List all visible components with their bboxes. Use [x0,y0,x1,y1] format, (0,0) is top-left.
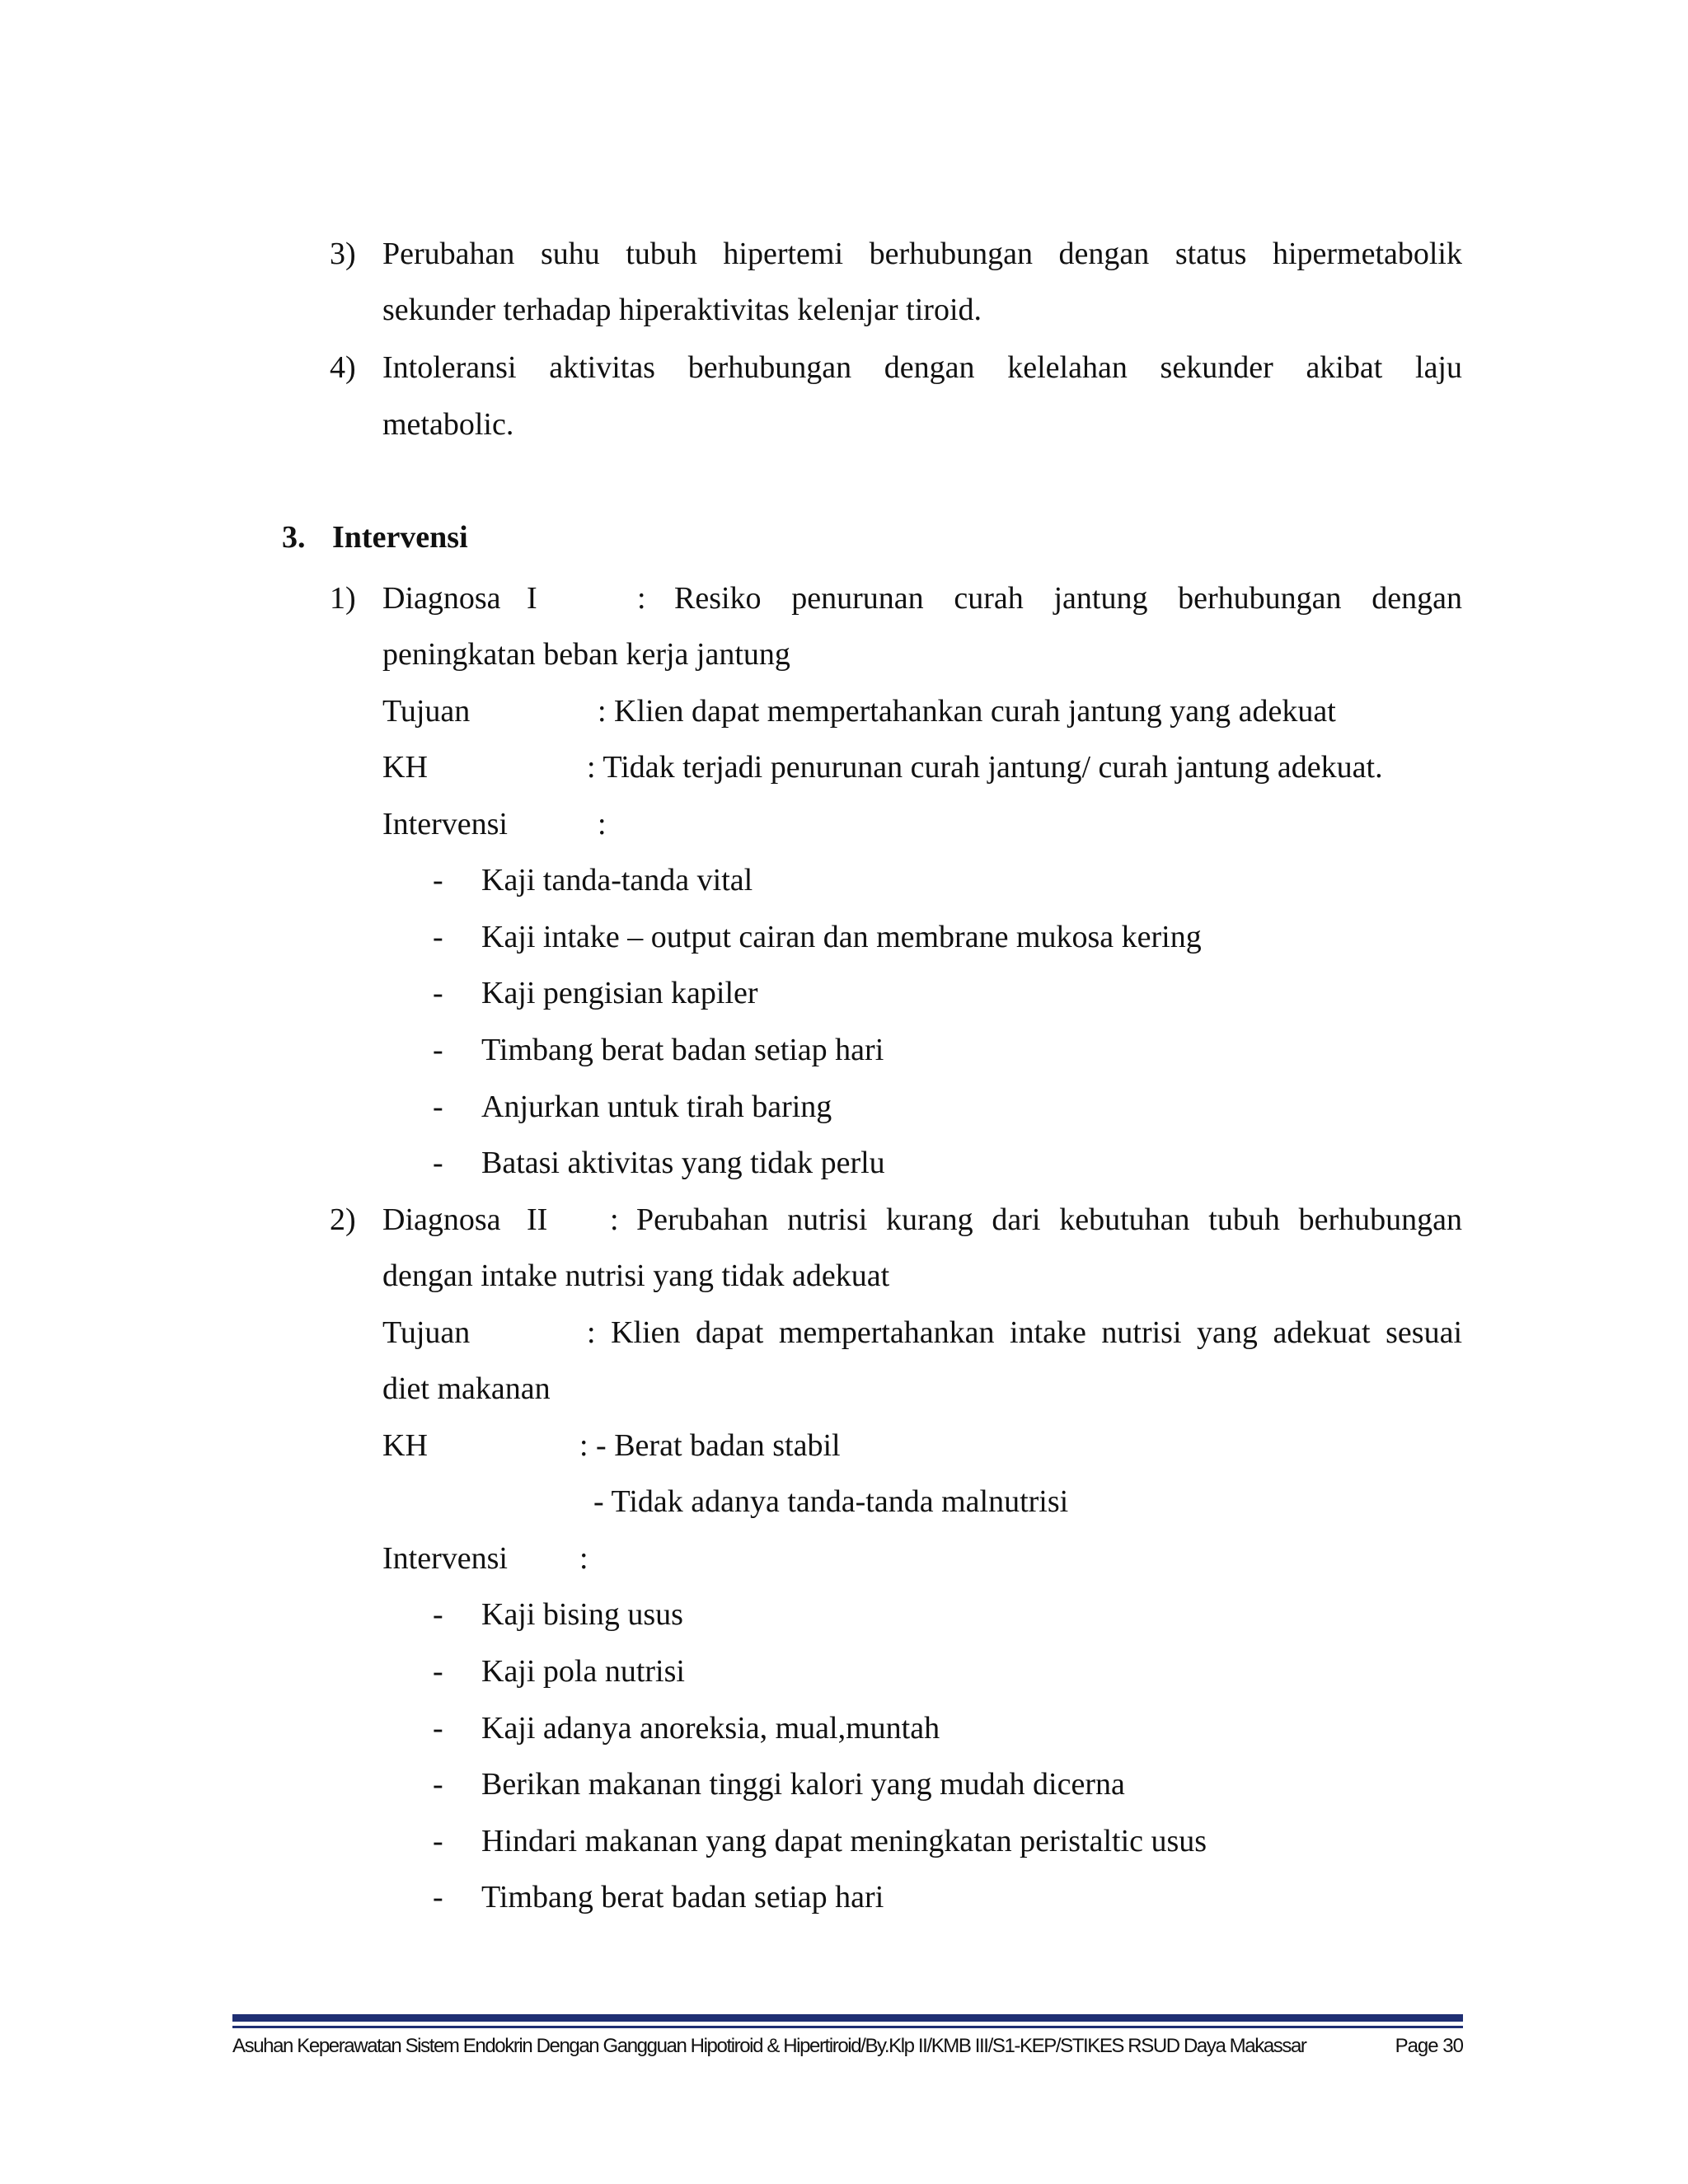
diagnosis-1-bullet: Timbang berat badan setiap hari [481,1033,884,1067]
footer [232,2034,1463,2059]
diagnosis-1-bullet: Batasi aktivitas yang tidak perlu [481,1146,885,1180]
footer-rule-thin [232,2026,1463,2028]
diagnosis-1-kh-label: KH [382,750,428,785]
diagnosis-1-tujuan-label: Tujuan [382,694,471,729]
diagnosis-2-number: 2) [330,1202,356,1237]
diagnosis-1-bullet: Kaji intake – output cairan dan membrane mukosa kering [481,920,1202,954]
diagnosis-2-kh-text-2: - Tidak adanya tanda-tanda malnutrisi [593,1484,1069,1519]
item-4-line-1: Intoleransi aktivitas berhubungan dengan kelelahan sekunder akibat laju [382,350,1462,385]
bullet-dash: - [433,1597,443,1632]
bullet-dash: - [433,1880,443,1915]
bullet-dash: - [433,976,443,1010]
diagnosis-1-tujuan-text: : Klien dapat mempertahankan curah jantung yang adekuat [598,694,1336,729]
diagnosis-2-intervensi-colon: : [579,1541,588,1576]
bullet-dash: - [433,920,443,954]
bullet-dash: - [433,1824,443,1858]
diagnosis-2-bullet: Timbang berat badan setiap hari [481,1880,884,1915]
item-4-line-2: metabolic. [382,407,514,442]
diagnosis-2-kh-label: KH [382,1428,428,1463]
diagnosis-1-intervensi-label: Intervensi [382,807,508,841]
diagnosis-1-colon: : [637,581,646,616]
diagnosis-1-kh-text: : Tidak terjadi penurunan curah jantung/ curah jantung adekuat. [587,750,1383,785]
footer-rule-thick [232,2014,1463,2022]
diagnosis-2-bullet: Kaji adanya anoreksia, mual,muntah [481,1711,940,1746]
item-3-line-2: sekunder terhadap hiperaktivitas kelenjar tiroid. [382,293,982,327]
item-3-number: 3) [330,237,356,271]
bullet-dash: - [433,1033,443,1067]
bullet-dash: - [433,1767,443,1802]
bullet-dash: - [433,1711,443,1746]
diagnosis-2-tujuan-text: : Klien dapat mempertahankan intake nutrisi yang adekuat sesuai [587,1315,1462,1350]
item-4-number: 4) [330,350,356,385]
page-number: Page 30 [1395,2035,1463,2057]
diagnosis-2-bullet: Kaji bising usus [481,1597,683,1632]
diagnosis-2-colon: : [610,1202,619,1237]
diagnosis-1-line-1: Resiko penurunan curah jantung berhubungan dengan [674,581,1462,616]
bullet-dash: - [433,1654,443,1689]
diagnosis-1-bullet: Anjurkan untuk tirah baring [481,1090,832,1124]
diagnosis-1-number: 1) [330,581,356,616]
diagnosis-1-intervensi-colon: : [598,807,607,841]
footer-title: Asuhan Keperawatan Sistem Endokrin Dengan Gangguan Hipotiroid & Hipertiroid/By.Klp II/KMB III/S1-KEP/STIKES RSUD Daya Makassar [232,2035,1306,2057]
diagnosis-2-line-1: Perubahan nutrisi kurang dari kebutuhan tubuh berhubungan [636,1202,1462,1237]
bullet-dash: - [433,1146,443,1180]
diagnosis-1-label: Diagnosa I [382,581,537,616]
diagnosis-2-bullet: Hindari makanan yang dapat meningkatan peristaltic usus [481,1824,1207,1858]
diagnosis-2-kh-text-1: : - Berat badan stabil [579,1428,841,1463]
diagnosis-2-intervensi-label: Intervensi [382,1541,508,1576]
diagnosis-2-bullet: Berikan makanan tinggi kalori yang mudah dicerna [481,1767,1125,1802]
item-3-line-1: Perubahan suhu tubuh hipertemi berhubungan dengan status hipermetabolik [382,237,1462,271]
diagnosis-2-tujuan-label: Tujuan [382,1315,471,1350]
bullet-dash: - [433,1090,443,1124]
diagnosis-2-tujuan-continuation: diet makanan [382,1371,551,1406]
diagnosis-1-line-2: peningkatan beban kerja jantung [382,637,790,672]
bullet-dash: - [433,863,443,898]
diagnosis-2-bullet: Kaji pola nutrisi [481,1654,685,1689]
diagnosis-2-line-2: dengan intake nutrisi yang tidak adekuat [382,1258,890,1293]
section-title: Intervensi [332,520,468,555]
section-number: 3. [282,520,306,555]
diagnosis-1-bullet: Kaji tanda-tanda vital [481,863,753,898]
diagnosis-1-bullet: Kaji pengisian kapiler [481,976,758,1010]
diagnosis-2-label: Diagnosa II [382,1202,548,1237]
